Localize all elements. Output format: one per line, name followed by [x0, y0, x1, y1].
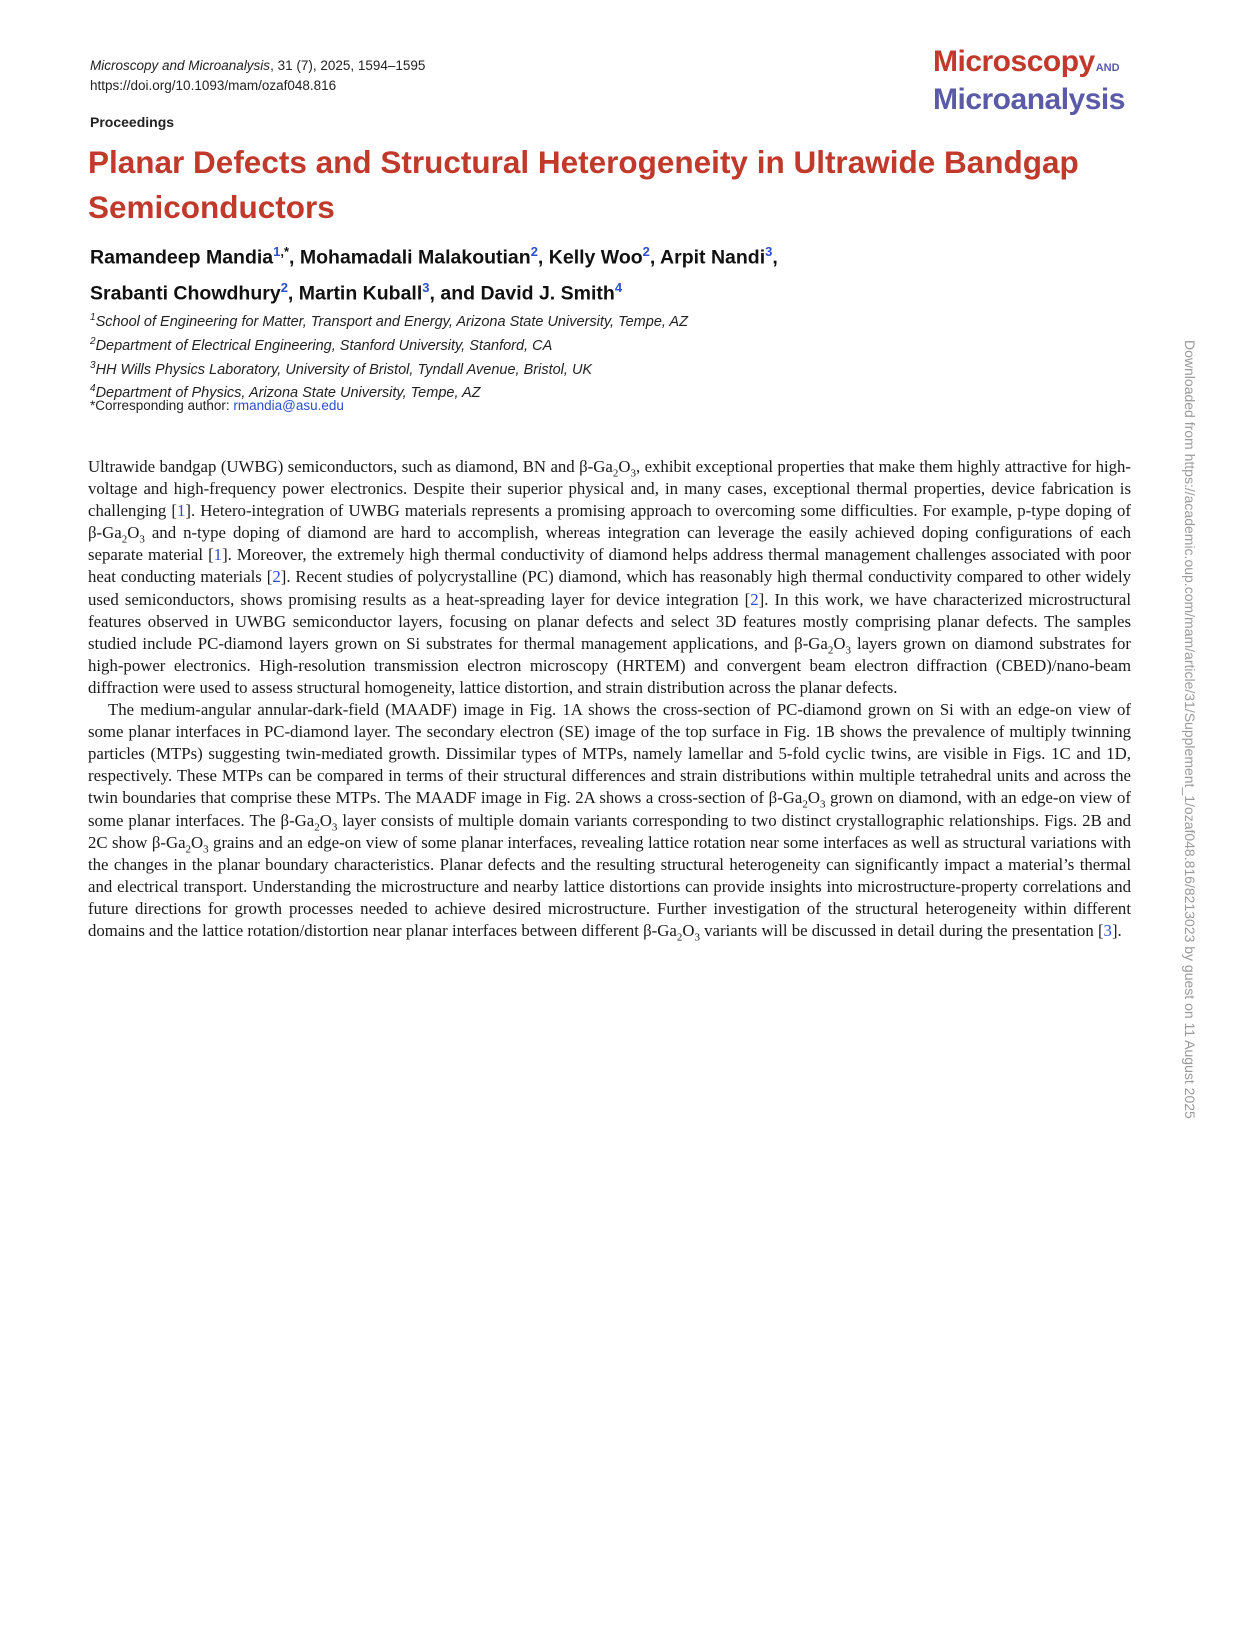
- text-run: ].: [1111, 920, 1122, 940]
- journal-name: Microscopy and Microanalysis: [90, 58, 271, 73]
- logo-word-microscopy: Microscopy: [933, 45, 1095, 78]
- author-name: Kelly Woo: [548, 246, 643, 269]
- affiliation-text: Department of Electrical Engineering, Stanford University, Stanford, CA: [95, 337, 553, 354]
- text-run: O: [833, 633, 846, 653]
- author-affiliation-marker[interactable]: 3: [422, 279, 430, 295]
- corresponding-author-marker: ,*: [280, 244, 290, 259]
- affiliation-number: 4: [90, 383, 96, 395]
- subscript: 3: [139, 533, 145, 546]
- reference-link[interactable]: 1: [177, 501, 186, 521]
- subscript: 2: [314, 820, 320, 833]
- subscript: 2: [612, 467, 619, 480]
- affiliation-item: [90, 356, 688, 380]
- journal-logo: [933, 46, 1125, 116]
- text-run: ]. Hetero-integration of UWBG materials represents a promising approach to overcoming some difficulties. For example, p-type doping of β-Ga: [88, 501, 1131, 543]
- affiliation-text: Department of Physics, Arizona State University, Tempe, AZ: [95, 385, 481, 402]
- reference-link[interactable]: 2: [272, 567, 281, 587]
- text-run: layer consists of multiple domain variants corresponding to two distinct crystallographic relationships. Figs. 2B and 2C show β-Ga: [88, 810, 1131, 852]
- author-separator: ,: [287, 282, 299, 304]
- subscript: 3: [819, 798, 826, 811]
- author-affiliation-marker[interactable]: 3: [765, 244, 773, 259]
- subscript: 2: [802, 798, 808, 811]
- reference-link[interactable]: 3: [1103, 920, 1112, 940]
- subscript: 2: [827, 644, 834, 657]
- text-run: O: [682, 920, 695, 940]
- citation-line: [90, 56, 425, 76]
- author-separator: ,: [649, 246, 661, 269]
- text-run: The medium-angular annular-dark-field (MAADF) image in Fig. 1A shows the cross-section of PC-diamond grown on Si with an edge-on view of some planar interfaces in PC-diamond layer. The secondary electron (SE) image of the top surface in Fig. 1B shows the prevalence of multiply twinning particles (MTPs) suggesting twin-mediated growth. Dissimilar types of MTPs, namely lamellar and 5-fold cyclic twins, are visible in Figs. 1C and 1D, respectively. These MTPs can be compared in terms of their structural differences and strain distributions within multiple tetrahedral units and across the twin boundaries that comprise these MTPs. The MAADF image in Fig. 2A shows a cross-section of β-Ga: [88, 700, 1131, 808]
- text-run: ]. Moreover, the extremely high thermal conductivity of diamond helps address thermal management challenges associated with poor heat conducting materials [: [88, 545, 1131, 587]
- text-run: grown on diamond, with an edge-on view of some planar interfaces. The β-Ga: [88, 788, 1131, 830]
- download-watermark-text: Downloaded from https://academic.oup.com/mam/article/31/Supplement_1/ozaf048.816/8213023 by guest on 11 August 2025: [1182, 340, 1198, 1119]
- author-name: Mohamadali Malakoutian: [299, 246, 531, 269]
- citation-details: , 31 (7), 2025, 1594–1595: [270, 58, 426, 73]
- body-paragraph-2: [88, 699, 1131, 942]
- subscript: 2: [676, 931, 683, 944]
- author-separator: ,: [289, 246, 300, 269]
- affiliation-number: 1: [90, 312, 96, 323]
- affiliation-text: School of Engineering for Matter, Transport and Energy, Arizona State University, Tempe, AZ: [95, 313, 688, 330]
- article-title: Planar Defects and Structural Heterogeneity in Ultrawide Bandgap Semiconductors: [88, 144, 1079, 225]
- affiliation-number: 2: [90, 335, 96, 347]
- text-run: O: [807, 788, 820, 808]
- author-name: Srabanti Chowdhury: [90, 282, 281, 304]
- text-run: and n-type doping of diamond are hard to accomplish, whereas integration can leverage the easily achieved doping configurations of each separate material [: [88, 523, 1131, 565]
- author-name: Ramandeep Mandia: [90, 246, 274, 269]
- text-run: ]. Recent studies of polycrystalline (PC) diamond, which has reasonably high thermal conductivity compared to other widely used semiconductors, shows promising results as a heat-spreading layer for device integration [: [88, 567, 1131, 609]
- text-run: ]. In this work, we have characterized microstructural features observed in UWBG semiconductor layers, focusing on planar defects and select 3D features mostly comprising planar defects. The samples studied include PC-diamond layers grown on Si substrates for thermal management applications, and β-Ga: [88, 589, 1131, 653]
- affiliation-number: 3: [90, 359, 96, 371]
- corresponding-author: [90, 398, 344, 413]
- text-run: grains and an edge-on view of some planar interfaces, revealing lattice rotation near some interfaces as well as structural variations with the changes in the planar boundary characteristics. Planar defects and the resulting structural heterogeneity can significantly impact a material’s thermal and electrical transport. Understanding the microstructure and nearby lattice distortions can provide insights into microstructure-property correlations and future directions for growth processes needed to achieve desired microstructure. Further investigation of the structural heterogeneity within different domains and the lattice rotation/distortion near planar interfaces between different β-Ga: [88, 832, 1131, 940]
- logo-word-microanalysis: Microanalysis: [933, 83, 1125, 116]
- author-name: Martin Kuball: [298, 282, 423, 304]
- download-watermark: [1178, 340, 1198, 1280]
- author-separator: ,: [772, 246, 778, 269]
- text-run: O: [127, 523, 140, 543]
- affiliation-item: [90, 332, 688, 356]
- author-affiliation-marker[interactable]: 2: [642, 244, 650, 259]
- subscript: 3: [203, 842, 209, 855]
- text-run: O: [191, 832, 204, 852]
- subscript: 3: [694, 931, 700, 944]
- author-separator: , and: [429, 282, 481, 304]
- doi-link[interactable]: https://doi.org/10.1093/mam/ozaf048.816: [90, 78, 337, 93]
- subscript: 2: [121, 533, 128, 546]
- text-run: variants will be discussed in detail during the presentation [: [699, 920, 1104, 940]
- author-separator: ,: [537, 246, 549, 269]
- text-run: , exhibit exceptional properties that make them highly attractive for high-voltage and high-frequency power electronics. Despite their superior physical and, in many cases, exceptional thermal properties, device fabrication is challenging [: [88, 457, 1132, 521]
- author-affiliation-marker[interactable]: 2: [530, 244, 538, 259]
- abstract-body: [88, 456, 1131, 942]
- logo-word-and: AND: [1095, 62, 1120, 74]
- reference-link[interactable]: 2: [750, 589, 759, 609]
- corresponding-email-link[interactable]: rmandia@asu.edu: [233, 398, 344, 413]
- text-run: layers grown on diamond substrates for high-power electronics. High-resolution transmission electron microscopy (HRTEM) and convergent beam electron diffraction (CBED)/nano-beam diffraction were used to assess structural homogeneity, lattice distortion, and strain distribution across the planar defects.: [88, 633, 1131, 697]
- subscript: 3: [331, 820, 338, 833]
- affiliation-list: [90, 308, 688, 403]
- article-header: [90, 56, 425, 96]
- section-label: Proceedings: [90, 114, 175, 130]
- author-affiliation-marker[interactable]: 2: [280, 279, 288, 295]
- author-affiliation-marker[interactable]: 1: [273, 244, 281, 259]
- author-name: David J. Smith: [480, 282, 615, 304]
- author-affiliation-marker[interactable]: 4: [614, 279, 623, 295]
- corresponding-label: *Corresponding author:: [90, 398, 234, 413]
- reference-link[interactable]: 1: [213, 545, 223, 565]
- affiliation-item: [90, 308, 688, 332]
- text-run: O: [618, 457, 631, 476]
- text-run: Ultrawide bandgap (UWBG) semiconductors, such as diamond, BN and β-Ga: [88, 457, 613, 476]
- affiliation-text: HH Wills Physics Laboratory, University of Bristol, Tyndall Avenue, Bristol, UK: [95, 361, 593, 378]
- subscript: 2: [185, 842, 192, 855]
- author-list: [90, 237, 1150, 308]
- subscript: 3: [630, 467, 636, 480]
- body-paragraph-1: [88, 456, 1131, 699]
- text-run: O: [319, 810, 332, 830]
- subscript: 3: [845, 644, 852, 657]
- author-name: Arpit Nandi: [660, 246, 766, 269]
